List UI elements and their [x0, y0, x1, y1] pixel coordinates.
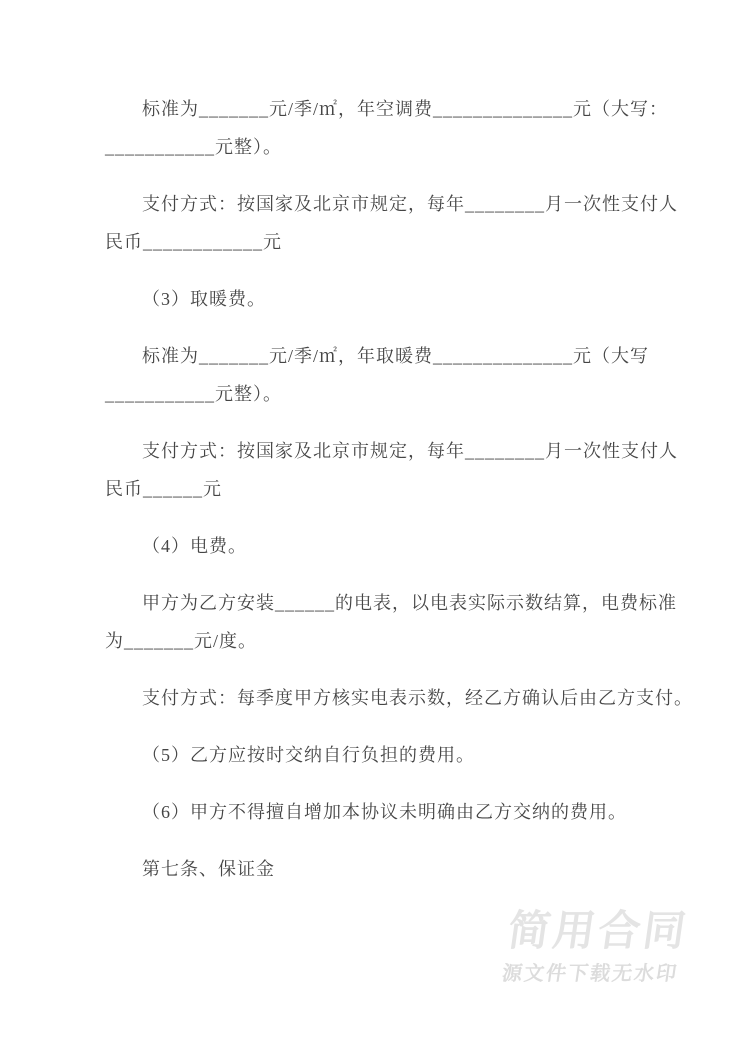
watermark-subtitle: 源文件下载无水印	[500, 963, 680, 985]
paragraph-ac-fee-payment	[105, 185, 685, 261]
paragraph-item-6	[105, 793, 685, 831]
paragraph-heating-fee-standard	[105, 337, 685, 413]
text-line: ___________元整）。	[105, 384, 282, 404]
text-line: 为_______元/度。	[105, 631, 258, 651]
watermark-title: 简用合同	[504, 907, 692, 954]
text-line: 标准为_______元/季/㎡，年取暖费______________元（大写	[142, 346, 650, 366]
paragraph-electricity-fee-heading	[105, 527, 685, 565]
paragraph-heating-fee-heading	[105, 280, 685, 318]
text-line: 支付方式：按国家及北京市规定，每年________月一次性支付人	[142, 441, 678, 461]
text-line: 民币____________元	[105, 232, 282, 252]
text-line: 第七条、保证金	[142, 859, 275, 879]
paragraph-item-5	[105, 736, 685, 774]
text-line: 甲方为乙方安装______的电表，以电表实际示数结算，电费标准	[142, 593, 677, 613]
text-line: 标准为_______元/季/㎡，年空调费______________元（大写：	[142, 99, 669, 119]
article-7-deposit-heading	[105, 850, 685, 888]
text-line: （6）甲方不得擅自增加本协议未明确由乙方交纳的费用。	[142, 802, 627, 822]
paragraph-electricity-payment	[105, 679, 693, 717]
text-line: 支付方式：每季度甲方核实电表示数，经乙方确认后由乙方支付。	[142, 688, 693, 708]
text-line: （4）电费。	[142, 536, 247, 556]
document-body	[105, 90, 693, 888]
text-line: 民币______元	[105, 479, 222, 499]
paragraph-heating-fee-payment	[105, 432, 685, 508]
paragraph-ac-fee-standard	[105, 90, 685, 166]
text-line: （5）乙方应按时交纳自行负担的费用。	[142, 745, 475, 765]
paragraph-electricity-meter	[105, 584, 685, 660]
site-watermark	[501, 908, 692, 985]
text-line: ___________元整）。	[105, 137, 282, 157]
text-line: （3）取暖费。	[142, 289, 266, 309]
text-line: 支付方式：按国家及北京市规定，每年________月一次性支付人	[142, 194, 678, 214]
